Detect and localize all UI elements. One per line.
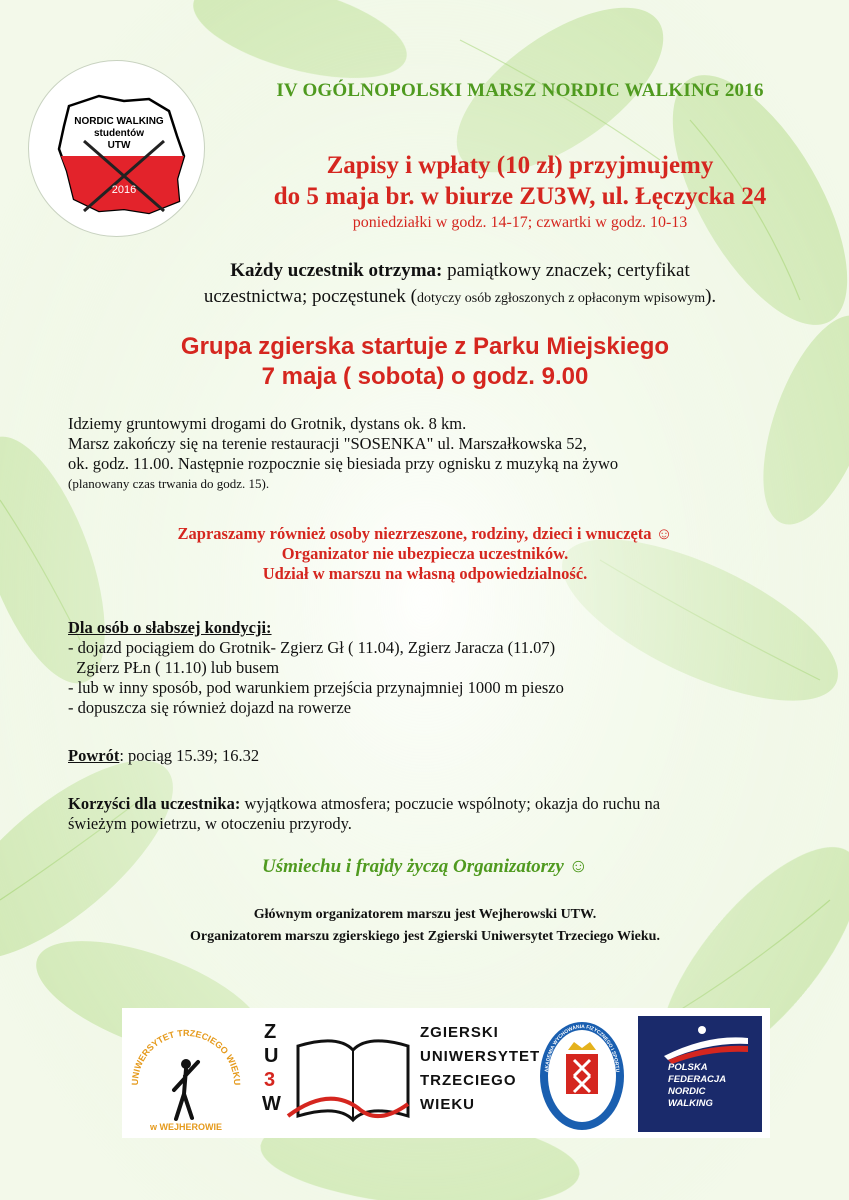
route-line-4: (planowany czas trwania do godz. 15). (68, 476, 270, 491)
gifts-end: ). (705, 286, 717, 307)
awf-gdansk-logo (534, 1014, 630, 1134)
registration-line-1: Zapisy i wpłaty (10 zł) przyjmujemy (326, 152, 714, 179)
nordic-walking-logo (28, 60, 205, 237)
weaker-condition-info (68, 618, 828, 718)
weak-item-4: - dopuszcza się również dojazd na rowerze (68, 698, 352, 717)
invitation (60, 524, 790, 584)
weak-item-3: - lub w inny sposób, pod warunkiem przejścia przynajmniej 1000 m pieszo (68, 678, 564, 697)
return-label: Powrót (68, 746, 120, 765)
return-text: : pociąg 15.39; 16.32 (119, 746, 260, 765)
start-line-1: Grupa zgierska startuje z Parku Miejskiego (180, 333, 670, 360)
organizers-wish: Uśmiechu i frajdy życzą Organizatorzy ☺ (261, 856, 589, 877)
sponsor-logos (122, 1008, 770, 1138)
wejherowo-utw-logo (126, 1014, 246, 1134)
zgierski-line-2: UNIWERSYTET (420, 1048, 541, 1065)
start-announcement (40, 332, 810, 392)
logo-text-2: studentów (94, 128, 144, 139)
zgierski-name (420, 1021, 541, 1117)
event-title: IV OGÓLNOPOLSKI MARSZ NORDIC WALKING 2016 (276, 80, 764, 101)
registration-line-2: do 5 maja br. w biurze ZU3W, ul. Łęczycka 24 (273, 183, 767, 210)
route-line-3: ok. godz. 11.00. Następnie rozpocznie się biesiada przy ognisku z muzyką na żywo (68, 454, 619, 473)
zu3w-letter-u: U (264, 1045, 279, 1067)
benefits-info (68, 794, 828, 834)
zu3w-letter-w: W (262, 1093, 281, 1115)
gifts-label: Każdy uczestnik otrzyma: (230, 260, 443, 281)
route-line-2: Marsz zakończy się na terenie restauracji "SOSENKA" ul. Marszałkowska 52, (68, 434, 587, 453)
organizers-line-1: Głównym organizatorem marszu jest Wejherowski UTW. (253, 907, 597, 922)
participant-gifts (100, 258, 820, 312)
pfnw-flag-icon (638, 1016, 762, 1064)
pfnw-line-2: FEDERACJA (668, 1074, 727, 1085)
route-description (68, 414, 828, 494)
pfnw-name (668, 1062, 758, 1110)
logo-text-3: UTW (107, 140, 131, 151)
weak-item-2: Zgierz PŁn ( 11.10) lub busem (68, 658, 280, 677)
zgierski-line-1: ZGIERSKI (420, 1024, 499, 1041)
wejherowo-bottom-text: w WEJHEROWIE (149, 1122, 223, 1132)
zu3w-digit-3: 3 (264, 1069, 276, 1091)
invite-line-3: Udział w marszu na własną odpowiedzialność. (262, 564, 588, 583)
zgierski-line-4: WIEKU (420, 1096, 475, 1113)
route-line-1: Idziemy gruntowymi drogami do Grotnik, dystans ok. 8 km. (68, 414, 467, 433)
benefits-text-1: wyjątkowa atmosfera; poczucie wspólnoty; okazja do ruchu na (240, 794, 661, 813)
zgierski-line-3: TRZECIEGO (420, 1072, 517, 1089)
weak-item-1: - dojazd pociągiem do Grotnik- Zgierz Gł ( 11.04), Zgierz Jaracza (11.07) (68, 638, 556, 657)
weak-heading: Dla osób o słabszej kondycji: (68, 618, 272, 637)
office-hours: poniedziałki w godz. 14-17; czwartki w godz. 10-13 (352, 214, 688, 231)
pfnw-line-4: WALKING (668, 1098, 713, 1109)
return-info (68, 746, 828, 766)
invite-line-1: Zapraszamy również osoby niezrzeszone, rodziny, dzieci i wnuczęta ☺ (177, 524, 673, 543)
gifts-note: dotyczy osób zgłoszonych z opłaconym wpisowym (416, 291, 706, 306)
benefits-label: Korzyści dla uczestnika: (68, 794, 241, 813)
logo-year: 2016 (111, 184, 137, 196)
zu3w-letter-z: Z (264, 1021, 277, 1043)
zu3w-logo (258, 1016, 418, 1134)
gifts-text-2: uczestnictwa; poczęstunek ( (203, 286, 417, 307)
start-line-2: 7 maja ( sobota) o godz. 9.00 (261, 363, 589, 390)
benefits-text-2: świeżym powietrzu, w otoczeniu przyrody. (68, 814, 352, 833)
wejherowo-arc-text: UNIWERSYTET TRZECIEGO WIEKU (129, 1027, 243, 1086)
pfnw-line-3: NORDIC (668, 1086, 706, 1097)
invite-line-2: Organizator nie ubezpiecza uczestników. (281, 544, 569, 563)
awf-arc-text: AKADEMIA WYCHOWANIA FIZYCZNEGO I SPORTU (544, 1023, 620, 1073)
organizers-info (60, 904, 790, 948)
registration-info (200, 150, 840, 233)
pfnw-line-1: POLSKA (668, 1062, 708, 1073)
pfnw-logo (638, 1016, 762, 1132)
gifts-text-1: pamiątkowy znaczek; certyfikat (442, 260, 690, 281)
organizers-line-2: Organizatorem marszu zgierskiego jest Zgierski Uniwersytet Trzeciego Wieku. (190, 929, 660, 944)
logo-text-1: NORDIC WALKING (74, 116, 164, 127)
